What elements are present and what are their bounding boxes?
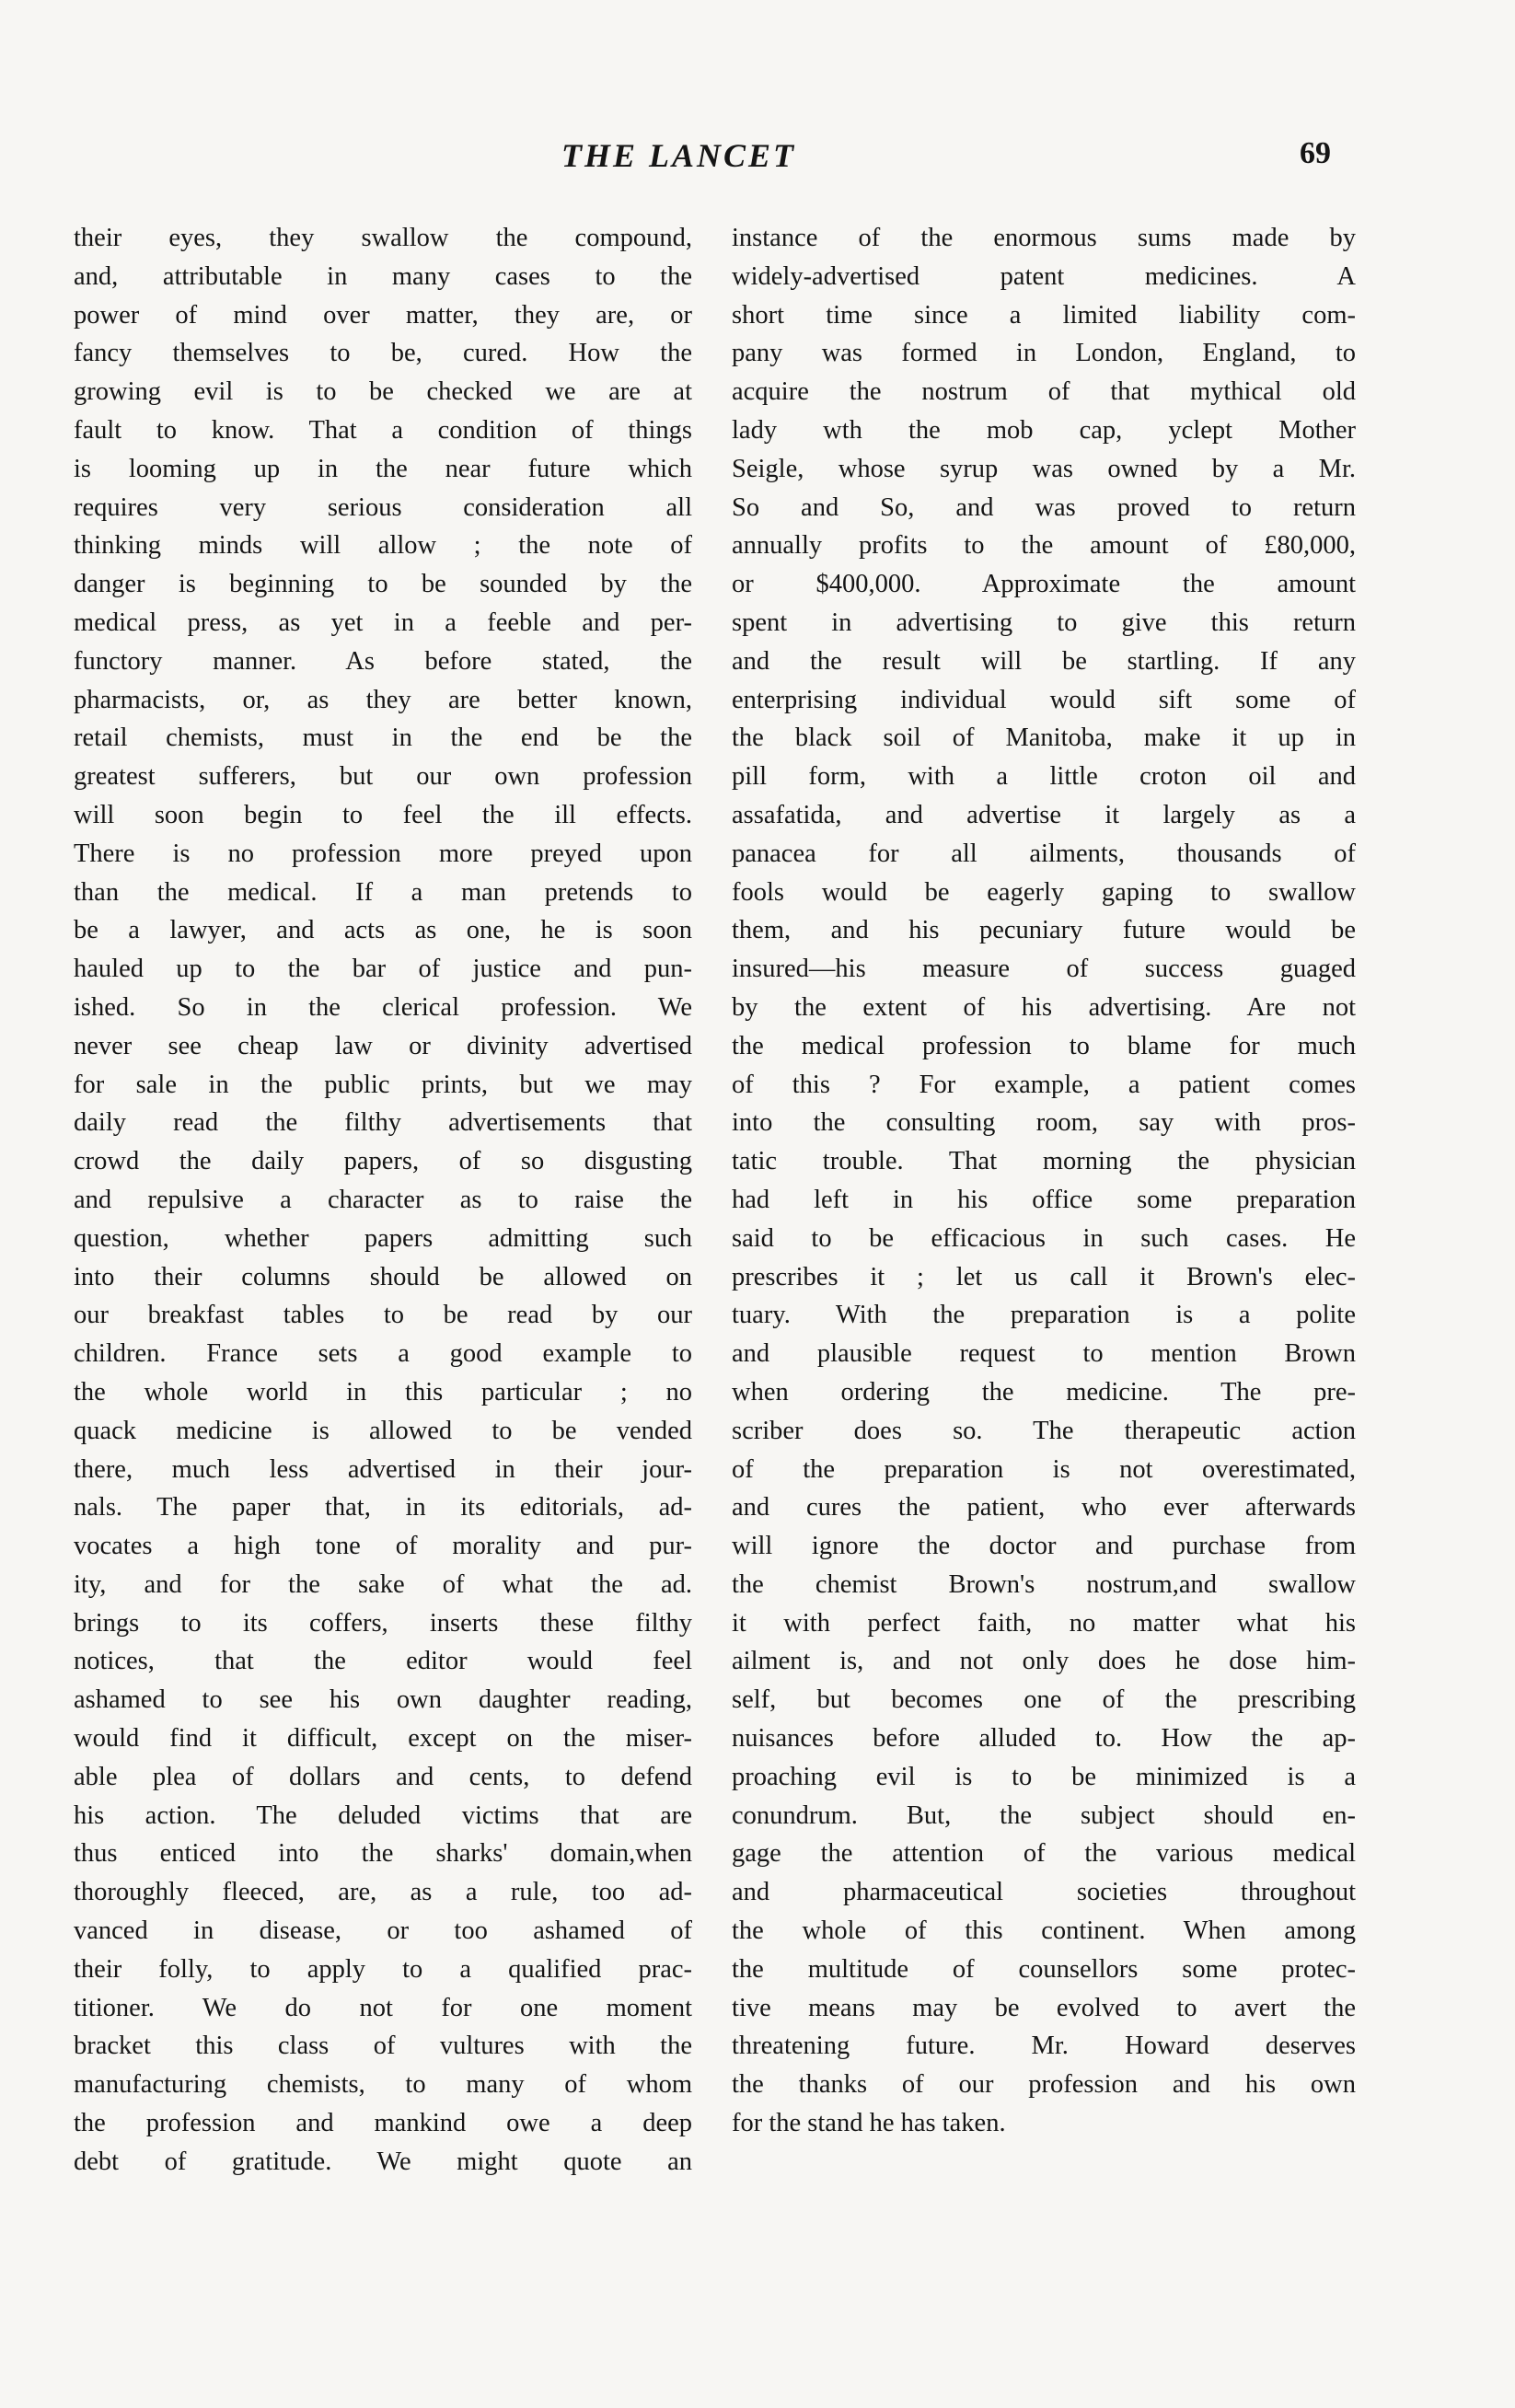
text-line: conundrum. But, the subject should en- — [732, 1800, 1356, 1830]
text-line: panacea for all ailments, thousands of — [732, 839, 1356, 868]
text-line: self, but becomes one of the prescribing — [732, 1685, 1356, 1715]
text-line: hauled up to the bar of justice and pun- — [74, 955, 692, 984]
text-line: their folly, to apply to a qualified prac- — [74, 1954, 692, 1984]
text-line: be a lawyer, and acts as one, he is soon — [74, 916, 692, 945]
text-line: pany was formed in London, England, to — [732, 339, 1356, 368]
text-line: ity, and for the sake of what the ad. — [74, 1569, 692, 1599]
text-line: daily read the filthy advertisements that — [74, 1108, 692, 1138]
text-line: the whole of this continent. When among — [732, 1916, 1356, 1946]
text-line: titioner. We do not for one moment — [74, 1993, 692, 2022]
text-line: the chemist Brown's nostrum,and swallow — [732, 1569, 1356, 1599]
text-line: into their columns should be allowed on — [74, 1262, 692, 1291]
text-line: acquire the nostrum of that mythical old — [732, 377, 1356, 407]
text-line: manufacturing chemists, to many of whom — [74, 2070, 692, 2100]
text-line: There is no profession more preyed upon — [74, 839, 692, 868]
text-line: his action. The deluded victims that are — [74, 1800, 692, 1830]
text-line: spent in advertising to give this return — [732, 608, 1356, 637]
text-line: into the consulting room, say with pros- — [732, 1108, 1356, 1138]
text-line: when ordering the medicine. The pre- — [732, 1377, 1356, 1407]
text-line: fault to know. That a condition of things — [74, 415, 692, 445]
text-line: the profession and mankind owe a deep — [74, 2109, 692, 2138]
text-line: and pharmaceutical societies throughout — [732, 1878, 1356, 1907]
text-line: fancy themselves to be, cured. How the — [74, 339, 692, 368]
text-line: would find it difficult, except on the miser- — [74, 1724, 692, 1754]
text-line: medical press, as yet in a feeble and per- — [74, 608, 692, 637]
text-line: will soon begin to feel the ill effects. — [74, 800, 692, 829]
text-line: the whole world in this particular ; no — [74, 1377, 692, 1407]
text-line: brings to its coffers, inserts these filthy — [74, 1608, 692, 1638]
text-line: of the preparation is not overestimated, — [732, 1454, 1356, 1484]
text-line: growing evil is to be checked we are at — [74, 377, 692, 407]
text-line: annually profits to the amount of £80,000, — [732, 531, 1356, 561]
text-line: said to be efficacious in such cases. He — [732, 1223, 1356, 1253]
text-line: requires very serious consideration all — [74, 492, 692, 522]
text-line: thoroughly fleeced, are, as a rule, too ad- — [74, 1878, 692, 1907]
text-line: proaching evil is to be minimized is a — [732, 1762, 1356, 1791]
text-line: for the stand he has taken. — [732, 2109, 1006, 2138]
text-line: retail chemists, must in the end be the — [74, 724, 692, 753]
text-line: fools would be eagerly gaping to swallow — [732, 877, 1356, 907]
text-line: able plea of dollars and cents, to defend — [74, 1762, 692, 1791]
text-line: thus enticed into the sharks' domain,when — [74, 1839, 692, 1869]
text-line: insured—his measure of success guaged — [732, 955, 1356, 984]
text-line: bracket this class of vultures with the — [74, 2032, 692, 2061]
text-line: gage the attention of the various medical — [732, 1839, 1356, 1869]
text-line: our breakfast tables to be read by our — [74, 1301, 692, 1330]
text-line: the multitude of counsellors some protec- — [732, 1954, 1356, 1984]
text-line: danger is beginning to be sounded by the — [74, 570, 692, 599]
left-column — [74, 219, 692, 2182]
text-line: functory manner. As before stated, the — [74, 646, 692, 676]
text-line: assafatida, and advertise it largely as a — [732, 800, 1356, 829]
text-line: pill form, with a little croton oil and — [732, 762, 1356, 792]
text-line: nuisances before alluded to. How the ap- — [732, 1724, 1356, 1754]
text-line: and repulsive a character as to raise the — [74, 1185, 692, 1214]
text-line: ashamed to see his own daughter reading, — [74, 1685, 692, 1715]
right-column — [732, 219, 1356, 2143]
text-line: threatening future. Mr. Howard deserves — [732, 2032, 1356, 2061]
text-line: will ignore the doctor and purchase from — [732, 1532, 1356, 1561]
text-line: had left in his office some preparation — [732, 1185, 1356, 1214]
text-line: and cures the patient, who ever afterwards — [732, 1493, 1356, 1522]
text-line: nals. The paper that, in its editorials, ad- — [74, 1493, 692, 1522]
text-line: is looming up in the near future which — [74, 454, 692, 483]
text-line: it with perfect faith, no matter what his — [732, 1608, 1356, 1638]
text-line: and, attributable in many cases to the — [74, 261, 692, 291]
text-line: pharmacists, or, as they are better known, — [74, 685, 692, 714]
text-line: there, much less advertised in their jour- — [74, 1454, 692, 1484]
text-line: than the medical. If a man pretends to — [74, 877, 692, 907]
text-line: for sale in the public prints, but we may — [74, 1070, 692, 1099]
text-line: enterprising individual would sift some of — [732, 685, 1356, 714]
text-line: the medical profession to blame for much — [732, 1031, 1356, 1060]
page-header — [0, 136, 1515, 191]
text-line: Seigle, whose syrup was owned by a Mr. — [732, 454, 1356, 483]
text-line: ailment is, and not only does he dose him- — [732, 1647, 1356, 1676]
text-line: the black soil of Manitoba, make it up in — [732, 724, 1356, 753]
text-line: debt of gratitude. We might quote an — [74, 2147, 692, 2176]
text-line: vocates a high tone of morality and pur- — [74, 1532, 692, 1561]
text-line: question, whether papers admitting such — [74, 1223, 692, 1253]
text-line: the thanks of our profession and his own — [732, 2070, 1356, 2100]
running-title: THE LANCET — [561, 137, 797, 174]
text-line: tuary. With the preparation is a polite — [732, 1301, 1356, 1330]
text-line: and plausible request to mention Brown — [732, 1339, 1356, 1369]
text-line: power of mind over matter, they are, or — [74, 300, 692, 330]
text-line: crowd the daily papers, of so disgusting — [74, 1147, 692, 1176]
text-line: notices, that the editor would feel — [74, 1647, 692, 1676]
text-line: instance of the enormous sums made by — [732, 224, 1356, 252]
text-line: by the extent of his advertising. Are not — [732, 992, 1356, 1022]
text-line: lady wth the mob cap, yclept Mother — [732, 415, 1356, 445]
text-line: short time since a limited liability com- — [732, 300, 1356, 330]
text-line: scriber does so. The therapeutic action — [732, 1416, 1356, 1445]
text-line: thinking minds will allow ; the note of — [74, 531, 692, 561]
text-line: children. France sets a good example to — [74, 1339, 692, 1369]
text-line: or $400,000. Approximate the amount — [732, 570, 1356, 599]
text-line: and the result will be startling. If any — [732, 646, 1356, 676]
text-line: of this ? For example, a patient comes — [732, 1070, 1356, 1099]
text-line: never see cheap law or divinity advertised — [74, 1031, 692, 1060]
text-line: widely-advertised patent medicines. A — [732, 261, 1356, 291]
text-line: tive means may be evolved to avert the — [732, 1993, 1356, 2022]
text-line: their eyes, they swallow the compound, — [74, 224, 692, 252]
text-line: ished. So in the clerical profession. We — [74, 992, 692, 1022]
text-line: them, and his pecuniary future would be — [732, 916, 1356, 945]
text-line: So and So, and was proved to return — [732, 492, 1356, 522]
text-line: prescribes it ; let us call it Brown's elec- — [732, 1262, 1356, 1291]
page-number: 69 — [1300, 136, 1331, 170]
text-line: tatic trouble. That morning the physician — [732, 1147, 1356, 1176]
text-line: vanced in disease, or too ashamed of — [74, 1916, 692, 1946]
text-line: quack medicine is allowed to be vended — [74, 1416, 692, 1445]
text-line: greatest sufferers, but our own profession — [74, 762, 692, 792]
